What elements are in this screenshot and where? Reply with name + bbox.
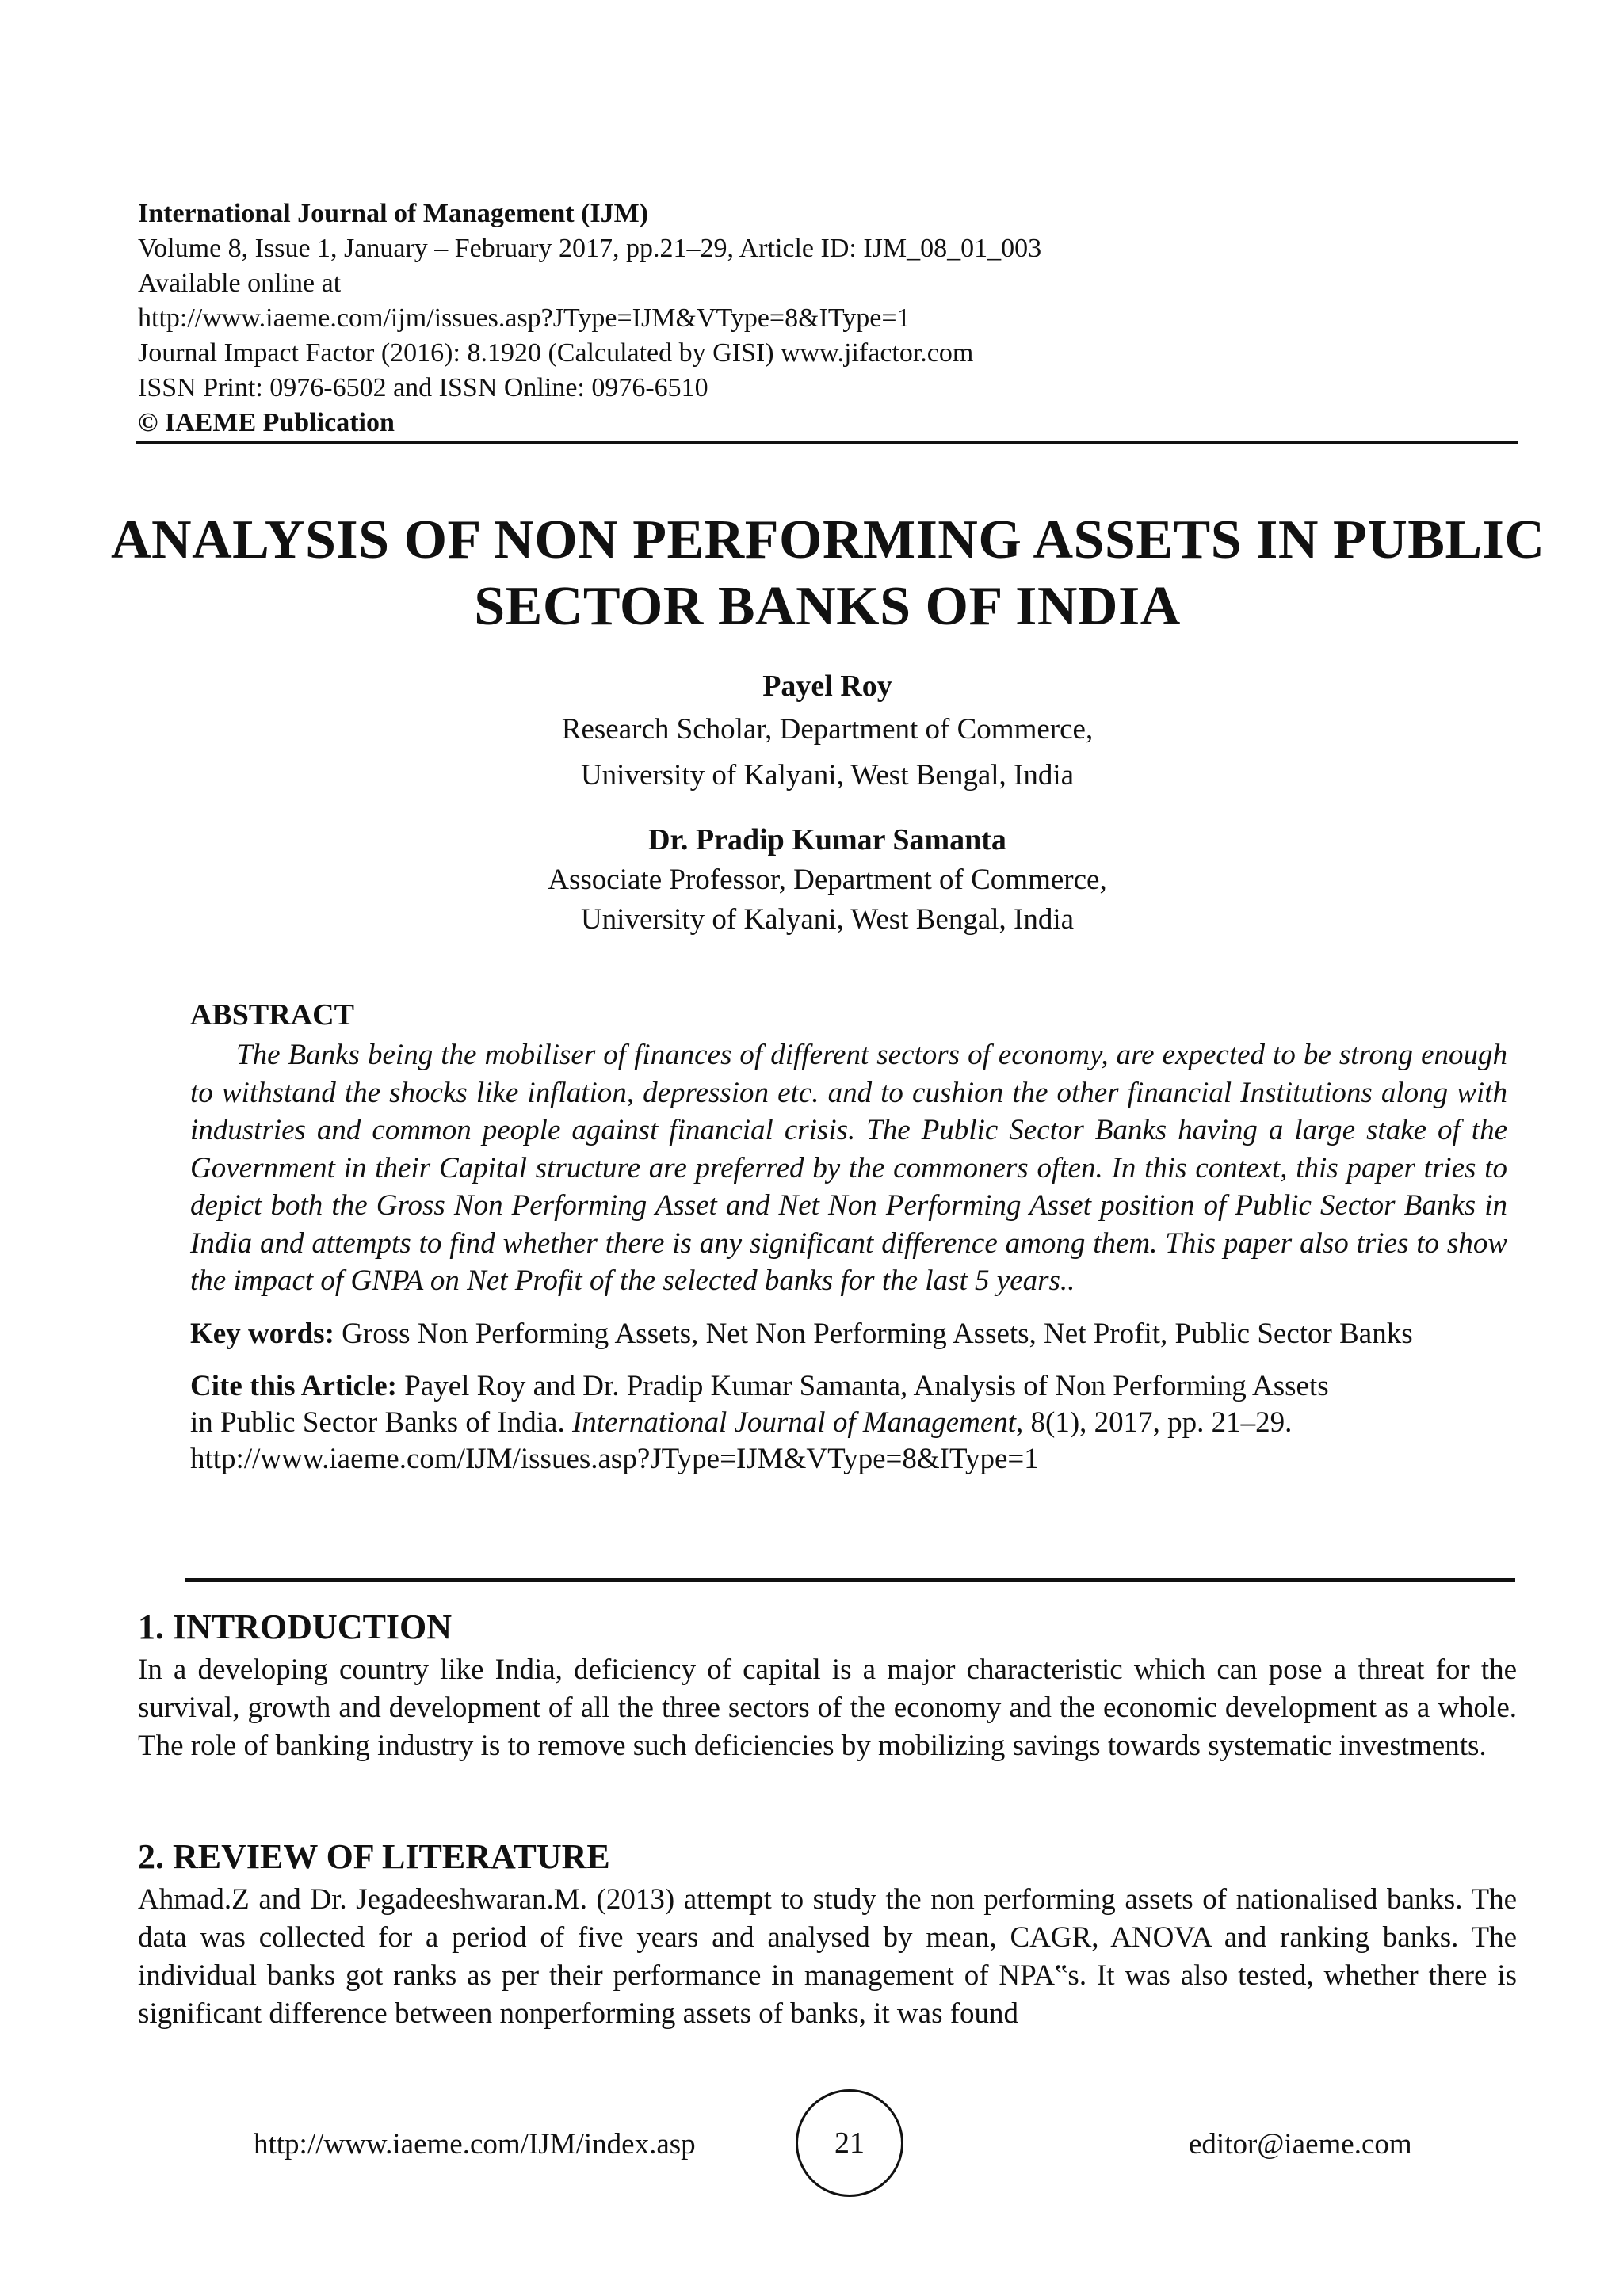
section-body: In a developing country like India, deficiency of capital is a major characteristic which can pose a threat for the survival, growth and development of all the three sectors of the economy and the economic development as a whole. The role of banking industry is to remove such deficiencies by mobilizing savings towards systematic investments. — [138, 1653, 1517, 1762]
keywords — [190, 1316, 1507, 1352]
keywords-text: Gross Non Performing Assets, Net Non Performing Assets, Net Profit, Public Sector Banks — [334, 1317, 1413, 1350]
citation — [190, 1368, 1507, 1478]
issn-line: ISSN Print: 0976-6502 and ISSN Online: 0976-6510 — [138, 373, 708, 402]
page-number: 21 — [834, 2126, 865, 2160]
author-name: Payel Roy — [762, 669, 892, 703]
author-affiliation: Research Scholar, Department of Commerce, — [561, 713, 1094, 746]
abstract-text: The Banks being the mobiliser of finances of different sectors of economy, are expected to be strong enough to withstand the shocks like inflation, depression etc. and to cushion the other financial Institutions along with industries and common people against financial crisis. The Public Sector Banks having a large stake of the Government in their Capital structure are preferred by the commoners often. In this context, this paper tries to depict both the Gross Non Performing Asset and Net Non Performing Asset position of Public Sector Banks in India and attempts to find whether there is any significant difference among them. This paper also tries to show the impact of GNPA on Net Profit of the selected banks for the last 5 years.. — [190, 1039, 1507, 1297]
abstract-divider — [185, 1578, 1515, 1582]
author-1 — [138, 666, 1517, 799]
section-body: Ahmad.Z and Dr. Jegadeeshwaran.M. (2013) attempt to study the non performing assets of nationalised banks. The data was collected for a period of five years and analysed by mean, CAGR, ANOVA and ranking banks. The individual banks got ranks as per their performance in management of NPA‟s. It was also tested, whether there is significant difference between nonperforming assets of banks, it was found — [138, 1883, 1517, 2030]
citation-line-1 — [190, 1368, 1507, 1405]
title-line-1: ANALYSIS OF NON PERFORMING ASSETS IN PUBLIC — [111, 509, 1545, 570]
available-label: Available online at — [138, 269, 342, 298]
section-heading: 1. INTRODUCTION — [138, 1608, 453, 1646]
title-line-2: SECTOR BANKS OF INDIA — [474, 576, 1181, 637]
citation-url[interactable]: http://www.iaeme.com/IJM/issues.asp?JType=IJM&VType=8&IType=1 — [190, 1442, 1039, 1475]
author-list — [138, 666, 1517, 960]
section-heading: 2. REVIEW OF LITERATURE — [138, 1837, 610, 1876]
paper-title — [111, 507, 1544, 640]
author-affiliation: Associate Professor, Department of Commerce, — [548, 864, 1107, 896]
publisher: © IAEME Publication — [138, 408, 395, 437]
citation-journal: International Journal of Management — [571, 1405, 1017, 1439]
abstract-heading: ABSTRACT — [190, 998, 354, 1032]
citation-line-2 — [190, 1405, 1507, 1441]
header-divider — [136, 441, 1518, 444]
footer-url[interactable]: http://www.iaeme.com/IJM/index.asp — [254, 2128, 696, 2161]
keywords-label: Key words: — [190, 1317, 334, 1350]
volume-line: Volume 8, Issue 1, January – February 2017, pp.21–29, Article ID: IJM_08_01_003 — [138, 234, 1042, 263]
author-affiliation: University of Kalyani, West Bengal, India — [580, 903, 1075, 936]
page-number-badge — [796, 2089, 903, 2197]
footer-email[interactable]: editor@iaeme.com — [1189, 2128, 1412, 2161]
citation-label: Cite this Article: — [190, 1369, 397, 1402]
issue-url[interactable]: http://www.iaeme.com/ijm/issues.asp?JType=IJM&VType=8&IType=1 — [138, 303, 911, 333]
section-introduction — [138, 1605, 1517, 1765]
section-review-of-literature — [138, 1835, 1517, 2033]
citation-text: Payel Roy and Dr. Pradip Kumar Samanta, Analysis of Non Performing Assets — [396, 1369, 1329, 1402]
abstract-section — [190, 995, 1507, 1478]
citation-text: in Public Sector Banks of India. — [190, 1405, 572, 1439]
author-2 — [138, 819, 1517, 940]
journal-name: International Journal of Management (IJM) — [138, 199, 649, 228]
citation-text: , 8(1), 2017, pp. 21–29. — [1016, 1405, 1293, 1439]
author-name: Dr. Pradip Kumar Samanta — [648, 823, 1006, 856]
author-affiliation: University of Kalyani, West Bengal, India — [580, 759, 1075, 791]
journal-header — [138, 196, 1517, 441]
impact-factor: Journal Impact Factor (2016): 8.1920 (Calculated by GISI) www.jifactor.com — [138, 338, 974, 368]
